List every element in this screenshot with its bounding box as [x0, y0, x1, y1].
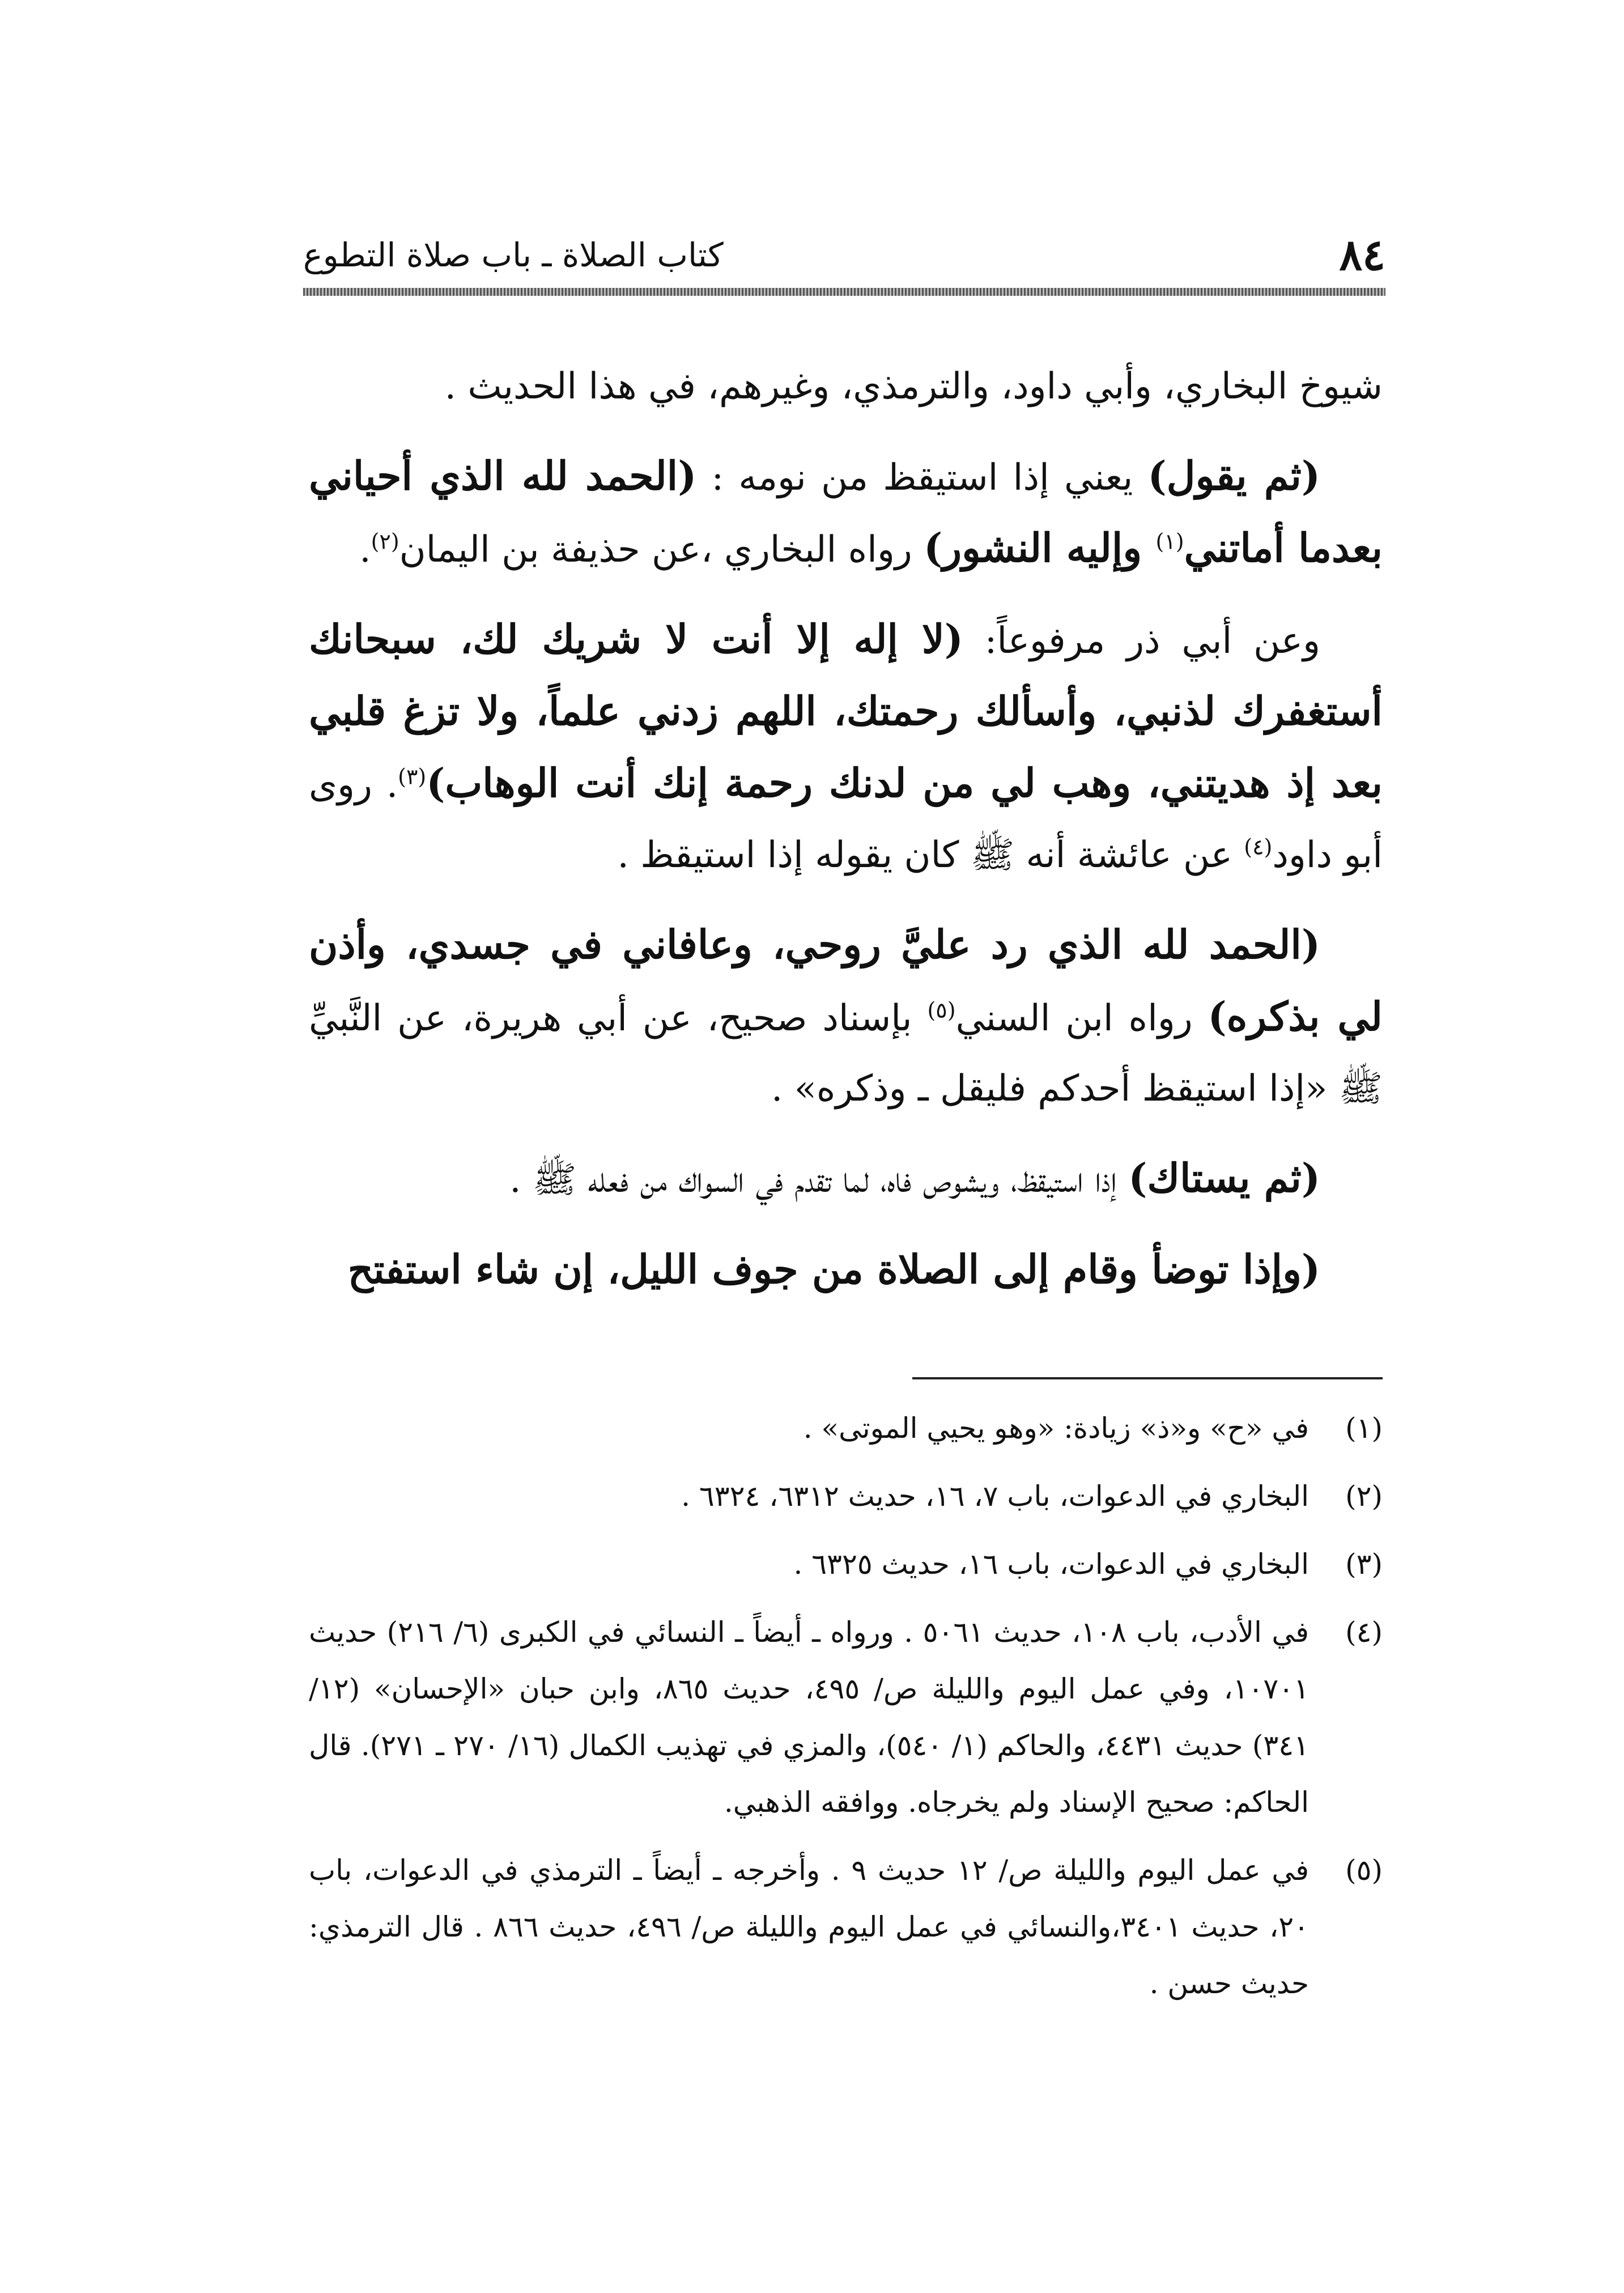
text-run: عن عائشة أنه ﷺ كان يقوله إذا استيقظ . — [617, 834, 1244, 876]
footnote-number: (٢) — [1345, 1480, 1383, 1513]
text-run: . — [359, 529, 371, 571]
paragraph-1-text: شيوخ البخاري، وأبي داود، والترمذي، وغيرهم، في هذا الحديث . — [444, 366, 1383, 407]
bold-phrase: (ثم يستاك) — [1128, 1154, 1320, 1201]
footnote-number: (٥) — [1345, 1854, 1383, 1887]
footnote-text: في «ح» و«ذ» زيادة: «وهو يحيي الموتى» . — [803, 1412, 1309, 1445]
footnote-ref: (٤) — [1244, 834, 1273, 860]
bold-phrase: (وإذا توضأ وقام إلى الصلاة من جوف الليل، إن شاء استفتح — [347, 1246, 1320, 1293]
main-text — [309, 351, 1383, 1326]
footnote-item — [309, 1842, 1383, 2012]
text-run: إذا استيقظ، ويشوص فاه، لما تقدم في السواك من فعله ﷺ . — [509, 1159, 1129, 1201]
footnote-item — [309, 1604, 1383, 1831]
footnote-text: في عمل اليوم والليلة ص/ ١٢ حديث ٩ . وأخرجه ـ أيضاً ـ الترمذي في الدعوات، باب ٢٠، حديث ٣٤٠١،والنسائي في عمل اليوم والليلة ص/ ٤٩٦، حديث ٨٦٦ . قال الترمذي: حديث حسن . — [309, 1854, 1310, 2000]
paragraph-5 — [309, 1143, 1383, 1215]
header-rule — [303, 288, 1385, 296]
page-header — [303, 227, 1385, 283]
footnote-separator — [912, 1377, 1383, 1379]
bold-phrase: (لا إله إلا أنت لا شريك لك، سبحانك أستغفرك لذنبي، وأسألك رحمتك، اللهم زدني علماً، ولا تزغ قلبي بعد إذ هديتني، وهب لي من لدنك رحمة إنك أنت الوهاب) — [309, 615, 1383, 806]
bold-phrase: (ثم يقول) — [1147, 452, 1321, 499]
paragraph-1 — [309, 351, 1383, 422]
footnote-text: البخاري في الدعوات، باب ٧، ١٦، حديث ٦٣١٢، ٦٣٢٤ . — [681, 1480, 1309, 1513]
page-number: ٨٤ — [1339, 230, 1385, 280]
text-run: رواه البخاري ،عن حذيفة بن اليمان — [399, 529, 924, 571]
footnote-ref: (١) — [1155, 529, 1184, 554]
text-run: بإسناد صحيح، عن أبي هريرة، عن النَّبيِّ ﷺ «إذا استيقظ أحدكم فليقل ـ وذكره» . — [309, 997, 1383, 1110]
footnotes — [309, 1400, 1383, 2023]
text-run: . روى أبو داود — [309, 764, 1383, 876]
footnote-ref: (٢) — [371, 529, 399, 554]
bold-phrase: (الحمد لله الذي رد عليَّ روحي، وعافاني في جسدي، وأذن لي بذكره) — [309, 921, 1383, 1040]
footnote-number: (٤) — [1345, 1616, 1383, 1649]
footnote-item — [309, 1400, 1383, 1457]
footnote-number: (١) — [1345, 1412, 1383, 1445]
footnote-item — [309, 1468, 1383, 1525]
footnote-ref: (٣) — [398, 764, 427, 789]
paragraph-2 — [309, 441, 1383, 585]
bold-phrase: وإليه النشور) — [924, 524, 1156, 571]
footnote-text: في الأدب، باب ١٠٨، حديث ٥٠٦١ . ورواه ـ أيضاً ـ النسائي في الكبرى (٦/ ٢١٦) حديث ١٠٧٠١، وفي عمل اليوم والليلة ص/ ٤٩٥، حديث ٨٦٥، وابن حبان «الإحسان» (١٢/ ٣٤١) حديث ٤٤٣١، والحاكم (١/ ٥٤٠)، والمزي في تهذيب الكمال (١٦/ ٢٧٠ ـ ٢٧١). قال الحاكم: صحيح الإسناد ولم يخرجاه. ووافقه الذهبي. — [309, 1616, 1310, 1819]
footnote-number: (٣) — [1345, 1548, 1383, 1581]
text-run: يعني إذا استيقظ من نومه : — [696, 457, 1148, 499]
footnote-ref: (٥) — [927, 997, 956, 1023]
paragraph-6 — [309, 1234, 1383, 1306]
paragraph-4 — [309, 910, 1383, 1124]
footnote-item — [309, 1536, 1383, 1593]
text-run: وعن أبي ذر مرفوعاً: — [963, 620, 1320, 662]
paragraph-3 — [309, 604, 1383, 890]
running-title: كتاب الصلاة ـ باب صلاة التطوع — [303, 236, 724, 274]
footnote-text: البخاري في الدعوات، باب ١٦، حديث ٦٣٢٥ . — [793, 1548, 1309, 1581]
text-run: رواه ابن السني — [955, 997, 1208, 1039]
bold-phrase: (الحمد لله الذي أحياني بعدما أماتني — [309, 452, 1383, 571]
